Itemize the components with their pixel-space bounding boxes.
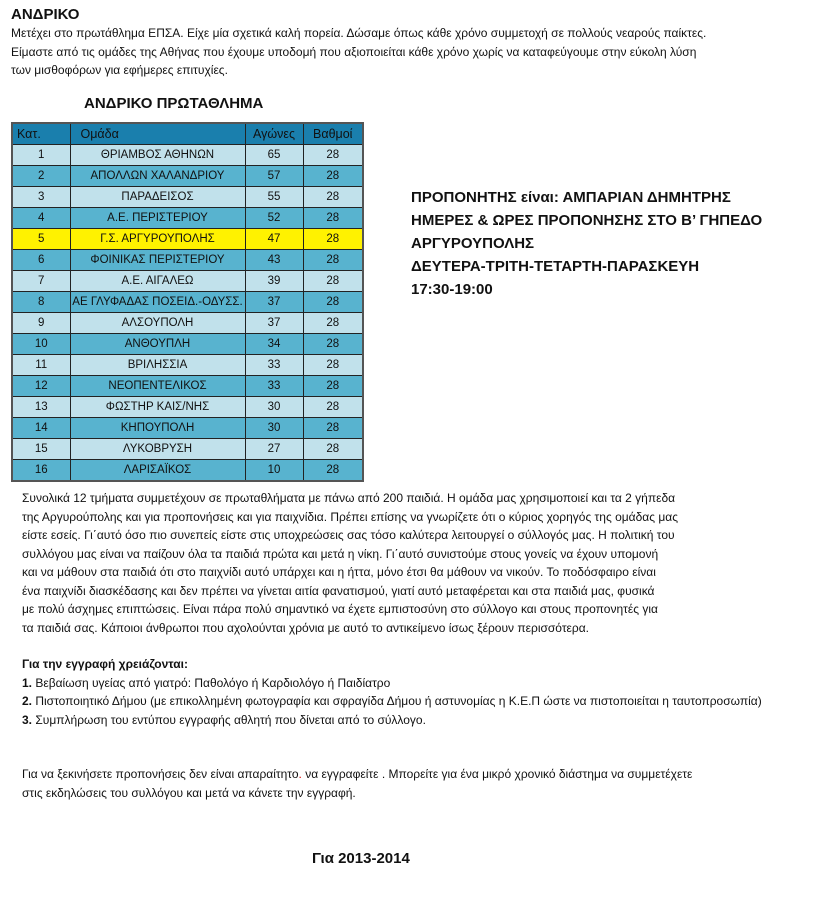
points-cell: 28 bbox=[303, 229, 363, 250]
item-text: Βεβαίωση υγείας από γιατρό: Παθολόγο ή Καρδιολόγο ή Παιδίατρο bbox=[32, 675, 391, 690]
games-cell: 27 bbox=[245, 439, 303, 460]
paragraph-line: Συνολικά 12 τμήματα συμμετέχουν σε πρωταθλήματα με πάνω από 200 παιδιά. Η ομάδα μας χρησιμοποιεί και τα 2 γήπεδα bbox=[22, 491, 676, 505]
team-cell: ΒΡΙΛΗΣΣΙΑ bbox=[70, 355, 245, 376]
paragraph-line: συλλόγου μας είναι να παίζουν όλα τα παιδιά πρώτα και μετά η νίκη. Γι΄αυτό συνιστούμε στους γονείς να έχουν υπομονή bbox=[22, 546, 659, 561]
points-cell: 28 bbox=[303, 397, 363, 418]
games-cell: 10 bbox=[245, 460, 303, 482]
rank-cell: 5 bbox=[12, 229, 70, 250]
points-cell: 28 bbox=[303, 334, 363, 355]
games-cell: 30 bbox=[245, 397, 303, 418]
rank-cell: 12 bbox=[12, 376, 70, 397]
team-cell: Γ.Σ. ΑΡΓΥΡΟΥΠΟΛΗΣ bbox=[70, 229, 245, 250]
table-row bbox=[12, 460, 363, 482]
team-cell: ΑΠΟΛΛΩΝ ΧΑΛΑΝΔΡΙΟΥ bbox=[70, 166, 245, 187]
rank-cell: 8 bbox=[12, 292, 70, 313]
table-row bbox=[12, 208, 363, 229]
points-cell: 28 bbox=[303, 292, 363, 313]
registration-heading: Για την εγγραφή χρειάζονται: bbox=[22, 657, 188, 671]
games-cell: 34 bbox=[245, 334, 303, 355]
team-cell: ΛΑΡΙΣΑΪΚΟΣ bbox=[70, 460, 245, 482]
header-rank: Κατ. bbox=[12, 123, 70, 145]
points-cell: 28 bbox=[303, 439, 363, 460]
note-text: να εγγραφείτε . Μπορείτε για ένα μικρό χρονικό διάστημα να συμμετέχετε bbox=[301, 767, 693, 781]
item-number: 3. bbox=[22, 712, 33, 727]
table-row bbox=[12, 166, 363, 187]
intro-line: Είμαστε από τις ομάδες της Αθήνας που έχουμε υποδομή που αξιοποιείται κάθε χρόνο χωρίς να καταφεύγουμε στην εύκολη λύση bbox=[11, 44, 697, 59]
table-row bbox=[12, 418, 363, 439]
rank-cell: 6 bbox=[12, 250, 70, 271]
header-games: Αγώνες bbox=[245, 123, 303, 145]
intro-line: των μισθοφόρων για εφήμερες επιτυχίες. bbox=[11, 63, 228, 77]
games-cell: 57 bbox=[245, 166, 303, 187]
coach-line: ΑΡΓΥΡΟΥΠΟΛΗΣ bbox=[411, 235, 535, 252]
registration-requirements bbox=[22, 655, 762, 729]
paragraph-line: ένα παιχνίδι διασκέδασης και δεν πρέπει να γίνεται αιτία φανατισμού, γιατί αυτό μεταφέρεται και στα παιδιά μας, φυσικά bbox=[22, 583, 655, 598]
points-cell: 28 bbox=[303, 145, 363, 166]
item-text: Συμπλήρωση του εντύπου εγγραφής αθλητή που δίνεται από το σύλλογο. bbox=[32, 712, 426, 727]
table-row bbox=[12, 439, 363, 460]
rank-cell: 3 bbox=[12, 187, 70, 208]
registration-item bbox=[22, 711, 762, 730]
games-cell: 39 bbox=[245, 271, 303, 292]
club-paragraph bbox=[22, 489, 678, 637]
games-cell: 37 bbox=[245, 292, 303, 313]
table-row bbox=[12, 145, 363, 166]
points-cell: 28 bbox=[303, 418, 363, 439]
training-note bbox=[22, 765, 692, 802]
team-cell: Α.Ε. ΠΕΡΙΣΤΕΡΙΟΥ bbox=[70, 208, 245, 229]
header-team: Ομάδα bbox=[70, 123, 245, 145]
table-row bbox=[12, 292, 363, 313]
games-cell: 37 bbox=[245, 313, 303, 334]
paragraph-line: τα παιδιά σας. Κάποιοι άνθρωποι που αχολούνται χρόνια με αυτό το αντικείμενο ίσως ξέρουν περισσότερα. bbox=[22, 620, 589, 635]
note-text: στις εκδηλώσεις του συλλόγου και μετά να κάνετε την εγγραφή. bbox=[22, 785, 356, 800]
rank-cell: 7 bbox=[12, 271, 70, 292]
games-cell: 33 bbox=[245, 355, 303, 376]
rank-cell: 15 bbox=[12, 439, 70, 460]
table-row bbox=[12, 376, 363, 397]
intro-text bbox=[11, 24, 706, 80]
table-row bbox=[12, 250, 363, 271]
rank-cell: 1 bbox=[12, 145, 70, 166]
table-row bbox=[12, 355, 363, 376]
rank-cell: 14 bbox=[12, 418, 70, 439]
coach-line: ΗΜΕΡΕΣ & ΩΡΕΣ ΠΡΟΠΟΝΗΣΗΣ ΣΤΟ Β’ ΓΗΠΕΔΟ bbox=[411, 212, 763, 229]
rank-cell: 11 bbox=[12, 355, 70, 376]
registration-item bbox=[22, 674, 762, 693]
table-row bbox=[12, 334, 363, 355]
rank-cell: 13 bbox=[12, 397, 70, 418]
table-row bbox=[12, 397, 363, 418]
section-title: ΑΝΔΡΙΚΟ bbox=[11, 6, 80, 23]
paragraph-line: και να μάθουν στα παιδιά ότι στο παιχνίδι αυτό υπάρχει και η ήττα, μόνο έτσι θα μάθουν να νικούν. Το ποδόσφαιρο είναι bbox=[22, 565, 656, 579]
paragraph-line: είστε εσείς. Γι΄αυτό όσο πιο συνεπείς είστε στις υποχρεώσεις σας τόσο καλύτερα λειτουργεί ο σύλλογός μας. Η πολιτική του bbox=[22, 528, 675, 542]
header-points: Βαθμοί bbox=[303, 123, 363, 145]
table-row bbox=[12, 187, 363, 208]
rank-cell: 16 bbox=[12, 460, 70, 482]
team-cell: ΝΕΟΠΕΝΤΕΛΙΚΟΣ bbox=[70, 376, 245, 397]
games-cell: 43 bbox=[245, 250, 303, 271]
points-cell: 28 bbox=[303, 166, 363, 187]
team-cell: Α.Ε. ΑΙΓΑΛΕΩ bbox=[70, 271, 245, 292]
item-number: 1. bbox=[22, 675, 33, 690]
team-cell: ΑΕ ΓΛΥΦΑΔΑΣ ΠΟΣΕΙΔ.-ΟΔΥΣΣ. bbox=[70, 292, 245, 313]
points-cell: 28 bbox=[303, 250, 363, 271]
coach-info bbox=[411, 186, 762, 301]
points-cell: 28 bbox=[303, 208, 363, 229]
team-cell: ΛΥΚΟΒΡΥΣΗ bbox=[70, 439, 245, 460]
note-dot: . bbox=[298, 767, 302, 781]
games-cell: 52 bbox=[245, 208, 303, 229]
points-cell: 28 bbox=[303, 376, 363, 397]
games-cell: 47 bbox=[245, 229, 303, 250]
team-cell: ΠΑΡΑΔΕΙΣΟΣ bbox=[70, 187, 245, 208]
rank-cell: 9 bbox=[12, 313, 70, 334]
coach-line: ΠΡΟΠΟΝΗΤΗΣ είναι: ΑΜΠΑΡΙΑΝ ΔΗΜΗΤΡΗΣ bbox=[411, 189, 731, 206]
points-cell: 28 bbox=[303, 355, 363, 376]
games-cell: 65 bbox=[245, 145, 303, 166]
team-cell: ΦΟΙΝΙΚΑΣ ΠΕΡΙΣΤΕΡΙΟΥ bbox=[70, 250, 245, 271]
team-cell: ΑΝΘΟΥΠΛΗ bbox=[70, 334, 245, 355]
paragraph-line: με πολύ άσχημες επιπτώσεις. Είναι πάρα πολύ σημαντικό να έχετε εμπιστοσύνη στο σύλλογο και στους προπονητές για bbox=[22, 602, 658, 616]
team-cell: ΚΗΠΟΥΠΟΛΗ bbox=[70, 418, 245, 439]
team-cell: ΘΡΙΑΜΒΟΣ ΑΘΗΝΩΝ bbox=[70, 145, 245, 166]
note-text: Για να ξεκινήσετε προπονήσεις δεν είναι απαραίτητο bbox=[22, 767, 299, 781]
games-cell: 55 bbox=[245, 187, 303, 208]
table-row bbox=[12, 229, 363, 250]
team-cell: ΦΩΣΤΗΡ ΚΑΙΣ/ΝΗΣ bbox=[70, 397, 245, 418]
season-label: Για 2013-2014 bbox=[312, 850, 410, 867]
table-title: ΑΝΔΡΙΚΟ ΠΡΩΤΑΘΛΗΜΑ bbox=[84, 95, 264, 112]
item-text: Πιστοποιητικό Δήμου (με επικολλημένη φωτογραφία και σφραγίδα Δήμου ή αστυνομίας η Κ.Ε.Π ώστε να πιστοποιείται η ταυτοπροσωπία) bbox=[32, 694, 762, 708]
table-row bbox=[12, 271, 363, 292]
points-cell: 28 bbox=[303, 313, 363, 334]
rank-cell: 4 bbox=[12, 208, 70, 229]
standings-table bbox=[11, 122, 364, 482]
intro-line: Μετέχει στο πρωτάθλημα ΕΠΣΑ. Είχε μία σχετικά καλή πορεία. Δώσαμε όπως κάθε χρόνο συμμετοχή σε πολλούς νεαρούς παίκτες. bbox=[11, 26, 707, 40]
coach-line: ΔΕΥΤΕΡΑ-ΤΡΙΤΗ-ΤΕΤΑΡΤΗ-ΠΑΡΑΣΚΕΥΗ bbox=[411, 258, 700, 275]
rank-cell: 2 bbox=[12, 166, 70, 187]
games-cell: 30 bbox=[245, 418, 303, 439]
points-cell: 28 bbox=[303, 271, 363, 292]
table-header-row bbox=[12, 123, 363, 145]
points-cell: 28 bbox=[303, 460, 363, 482]
team-cell: ΑΛΣΟΥΠΟΛΗ bbox=[70, 313, 245, 334]
item-number: 2. bbox=[22, 694, 33, 708]
table-row bbox=[12, 313, 363, 334]
registration-item bbox=[22, 692, 762, 711]
rank-cell: 10 bbox=[12, 334, 70, 355]
paragraph-line: της Αργυρούπολης και για προπονήσεις και για παιχνίδια. Πρέπει επίσης να γνωρίζετε ότι ο κύριος χορηγός της ομάδας μας bbox=[22, 509, 678, 524]
points-cell: 28 bbox=[303, 187, 363, 208]
games-cell: 33 bbox=[245, 376, 303, 397]
coach-line: 17:30-19:00 bbox=[411, 281, 493, 298]
